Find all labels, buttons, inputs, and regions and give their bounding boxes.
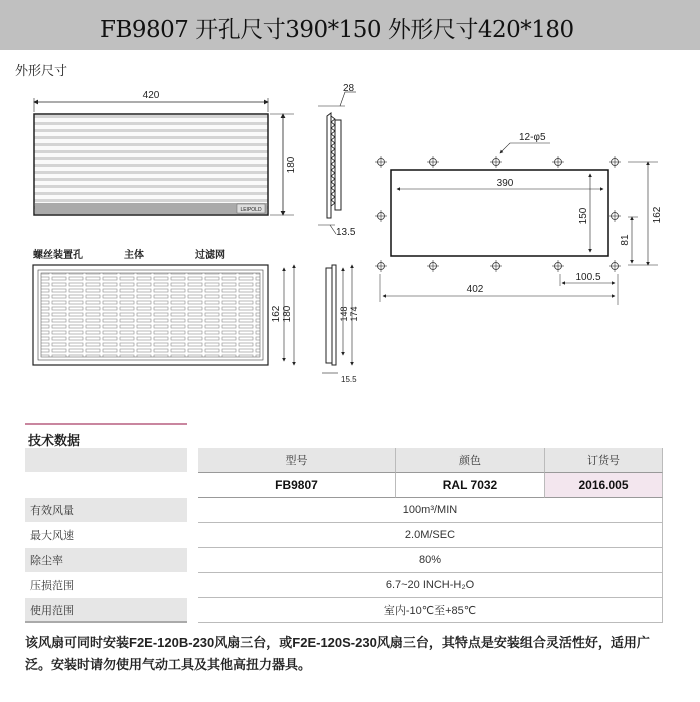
- row-label: 除尘率: [25, 548, 187, 573]
- section-divider: [25, 423, 187, 425]
- back-inner-label: 162: [271, 305, 282, 323]
- mounting-hole-icon: [609, 210, 621, 222]
- mounting-hole-icon: [375, 156, 387, 168]
- mounting-hole-icon: [552, 260, 564, 272]
- values-blank: [25, 473, 187, 498]
- cutout-height-label: 150: [578, 207, 589, 225]
- hole-pitch-v-label: 162: [652, 206, 663, 224]
- row-value: 2.0M/SEC: [198, 523, 663, 548]
- model-value: FB9807: [198, 473, 396, 498]
- row-label: 使用范围: [25, 598, 187, 623]
- side2-inner-label: 148: [339, 306, 349, 322]
- cutout-drawing: [375, 132, 663, 305]
- mounting-hole-icon: [490, 260, 502, 272]
- hole-span-label: 402: [466, 284, 484, 295]
- mounting-hole-icon: [375, 210, 387, 222]
- mounting-hole-icon: [490, 156, 502, 168]
- mounting-hole-icon: [609, 260, 621, 272]
- row-value: 80%: [198, 548, 663, 573]
- header-blank: [25, 448, 187, 473]
- page-title: FB9807 开孔尺寸390*150 外形尺寸420*180: [100, 17, 574, 43]
- color-value: RAL 7032: [396, 473, 545, 498]
- front-view: [34, 90, 297, 215]
- mounting-hole-icon: [427, 260, 439, 272]
- hole-pitch-h-label: 100.5: [575, 272, 601, 283]
- side-depth-label: 28: [343, 83, 355, 94]
- row-label: 压损范围: [25, 573, 187, 598]
- mounting-hole-icon: [427, 156, 439, 168]
- row-value: 100m³/MIN: [198, 498, 663, 523]
- order-no-value: 2016.005: [545, 473, 663, 498]
- side2-outer-label: 174: [349, 306, 359, 322]
- front-height-label: 180: [286, 156, 297, 174]
- mounting-hole-icon: [609, 156, 621, 168]
- mounting-hole-icon: [375, 260, 387, 272]
- side2-base-label: 15.5: [341, 375, 357, 384]
- header-model: 型号: [198, 448, 396, 473]
- body-label: 主体: [124, 250, 144, 261]
- header-color: 颜色: [396, 448, 545, 473]
- back-view: [33, 248, 294, 365]
- row-label: 最大风速: [25, 523, 187, 548]
- section-title: 外形尺寸: [15, 63, 68, 78]
- row-value: 室内-10℃至+85℃: [198, 598, 663, 623]
- side-base-label: 13.5: [336, 227, 356, 238]
- side-view-2: [322, 265, 359, 384]
- row-label: 有效风量: [25, 498, 187, 523]
- screw-hole-label: 螺丝装置孔: [33, 250, 83, 261]
- brand-badge: LEIPOLD: [240, 207, 262, 213]
- half-pitch-label: 81: [620, 234, 631, 246]
- header-order-no: 订货号: [545, 448, 663, 473]
- front-width-label: 420: [142, 90, 160, 101]
- filter-label: 过滤网: [195, 250, 225, 261]
- mounting-hole-icon: [552, 156, 564, 168]
- description: 该风扇可同时安装F2E-120B-230风扇三台，或F2E-120S-230风扇三台，其特点是安装组合灵活性好，适用广泛。安装时请勿使用气动工具及其他高扭力器具。: [25, 635, 650, 672]
- tech-data-title: 技术数据: [28, 433, 81, 448]
- cutout-width-label: 390: [496, 178, 514, 189]
- back-outer-label: 180: [282, 305, 293, 323]
- row-value: 6.7~20 INCH-H₂O: [198, 573, 663, 598]
- holes-label: 12-φ5: [519, 132, 546, 143]
- side-view: [318, 83, 356, 238]
